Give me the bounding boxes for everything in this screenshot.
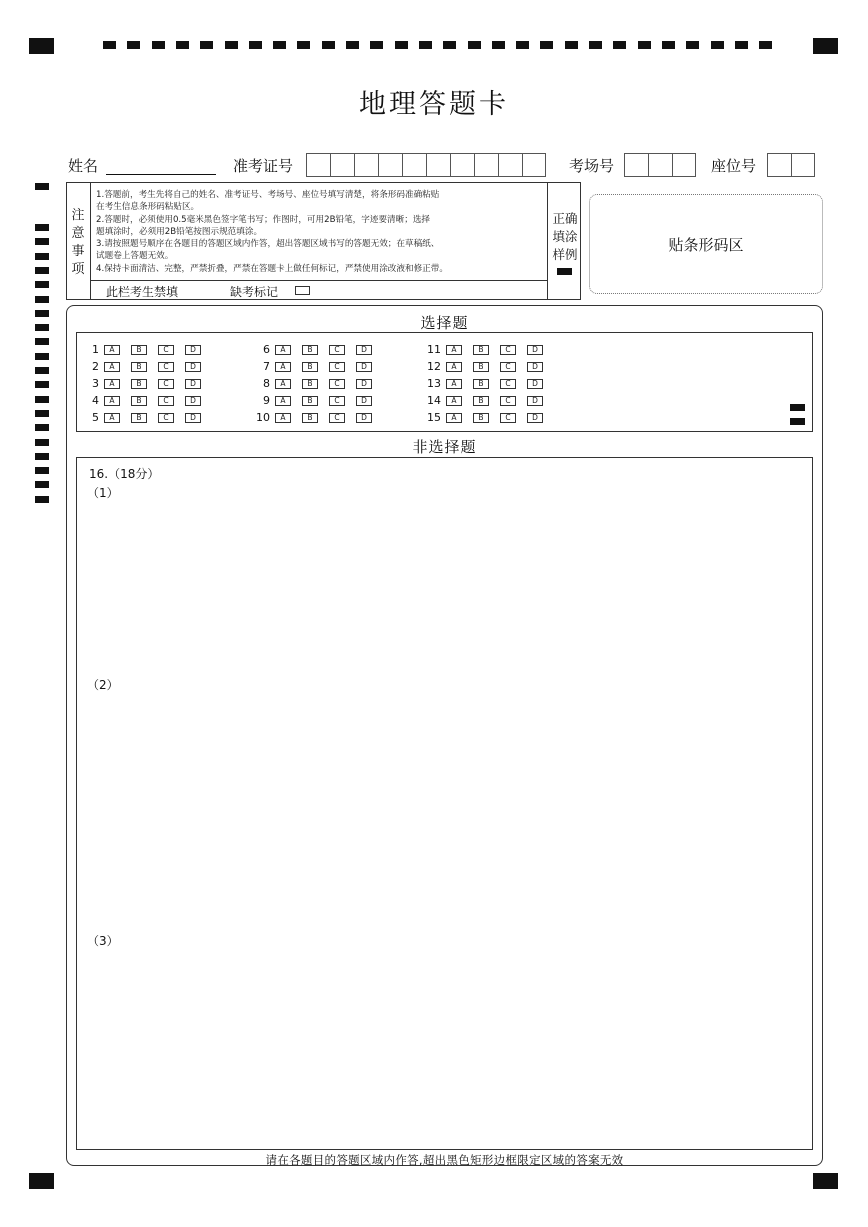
mc-option-bubble[interactable]: B <box>131 379 147 389</box>
mc-option-bubble[interactable]: D <box>185 413 201 423</box>
mc-option-bubble[interactable]: A <box>446 362 462 372</box>
notice-divider-left <box>90 182 91 300</box>
notice-divider-bottom <box>90 280 547 281</box>
timing-mark <box>297 41 310 49</box>
timing-mark <box>540 41 553 49</box>
timing-mark <box>35 410 49 417</box>
mc-timing-mark <box>790 418 805 425</box>
mc-question-number: 7 <box>263 360 270 373</box>
rule-line: 1.答题前，考生先将自己的姓名、准考证号、考场号、座位号填写清楚，将条形码准确粘贴 <box>96 190 440 200</box>
mc-option-bubble[interactable]: D <box>185 362 201 372</box>
mc-timing-mark <box>790 404 805 411</box>
absent-checkbox[interactable] <box>295 286 310 295</box>
mc-question-number: 12 <box>427 360 441 373</box>
rule-line: 3.请按照题号顺序在各题目的答题区域内作答，超出答题区域书写的答题无效；在草稿纸、 <box>96 239 440 250</box>
mc-question-number: 15 <box>427 411 441 424</box>
mc-question-row <box>82 375 212 392</box>
timing-mark <box>492 41 505 49</box>
fill-sample-mark <box>557 268 572 275</box>
mc-option-bubble[interactable]: B <box>473 345 489 355</box>
ticket-number-label: 准考证号 <box>233 157 294 175</box>
rule-line: 在考生信息条形码粘贴区。 <box>96 202 200 213</box>
mc-question-row <box>253 375 383 392</box>
mc-question-row <box>82 341 212 358</box>
corner-mark-bottom-left <box>29 1173 54 1189</box>
mc-question-number: 2 <box>92 360 99 373</box>
timing-mark <box>35 338 49 345</box>
mc-option-bubble[interactable]: C <box>500 362 516 372</box>
timing-mark <box>565 41 578 49</box>
room-number-label: 考场号 <box>569 157 615 175</box>
mc-question-row <box>424 358 554 375</box>
mc-question-row <box>424 392 554 409</box>
timing-mark <box>370 41 383 49</box>
timing-mark <box>35 253 49 260</box>
mc-option-bubble[interactable]: B <box>302 396 318 406</box>
timing-mark <box>35 281 49 288</box>
mc-option-bubble[interactable]: B <box>302 379 318 389</box>
timing-mark <box>322 41 335 49</box>
mc-column <box>82 341 212 426</box>
mc-question-row <box>82 409 212 426</box>
mc-question-number: 9 <box>263 394 270 407</box>
timing-mark <box>35 496 49 503</box>
barcode-area <box>589 194 823 294</box>
timing-mark <box>35 453 49 460</box>
mc-question-number: 8 <box>263 377 270 390</box>
timing-mark <box>249 41 262 49</box>
mc-option-bubble[interactable]: B <box>473 379 489 389</box>
mc-option-bubble[interactable]: D <box>356 396 372 406</box>
timing-mark <box>176 41 189 49</box>
mc-option-bubble[interactable]: D <box>527 379 543 389</box>
mc-option-bubble[interactable]: A <box>275 396 291 406</box>
timing-mark <box>35 224 49 231</box>
mc-option-bubble[interactable]: D <box>356 362 372 372</box>
nonmc-section-title: 非选择题 <box>412 438 477 456</box>
footer-note: 请在各题目的答题区域内作答,超出黑色矩形边框限定区域的答案无效 <box>265 1153 624 1167</box>
mc-option-bubble[interactable]: A <box>275 413 291 423</box>
mc-question-number: 1 <box>92 343 99 356</box>
fill-sample-label: 正确 填涂 样例 <box>552 211 578 262</box>
mc-option-bubble[interactable]: A <box>104 413 120 423</box>
mc-option-bubble[interactable]: C <box>158 413 174 423</box>
timing-mark <box>35 310 49 317</box>
rule-line: 试题卷上答题无效。 <box>96 251 174 262</box>
timing-mark <box>589 41 602 49</box>
timing-mark <box>35 353 49 360</box>
timing-mark <box>35 481 49 488</box>
mc-question-row <box>253 409 383 426</box>
mc-option-bubble[interactable]: D <box>356 379 372 389</box>
mc-column <box>253 341 383 426</box>
mc-option-bubble[interactable]: C <box>500 413 516 423</box>
corner-mark-top-left <box>29 38 54 54</box>
q16-heading: 16.（18分） <box>89 467 160 481</box>
timing-mark <box>735 41 748 49</box>
timing-mark <box>152 41 165 49</box>
q16-answer-box[interactable] <box>76 457 813 1150</box>
page-title: 地理答题卡 <box>359 89 509 120</box>
mc-option-bubble[interactable]: C <box>329 379 345 389</box>
mc-question-row <box>82 392 212 409</box>
mc-option-bubble[interactable]: A <box>275 379 291 389</box>
mc-option-bubble[interactable]: B <box>131 345 147 355</box>
q16-part-3: （3） <box>87 934 119 948</box>
timing-mark <box>35 396 49 403</box>
mc-question-row <box>82 358 212 375</box>
mc-option-bubble[interactable]: D <box>527 413 543 423</box>
timing-mark <box>711 41 724 49</box>
timing-mark <box>35 267 49 274</box>
mc-question-number: 6 <box>263 343 270 356</box>
mc-question-row <box>424 409 554 426</box>
mc-option-bubble[interactable]: D <box>185 396 201 406</box>
timing-mark <box>35 467 49 474</box>
mc-option-bubble[interactable]: A <box>275 345 291 355</box>
timing-mark <box>35 367 49 374</box>
notice-divider-right <box>547 182 548 300</box>
timing-mark <box>395 41 408 49</box>
mc-question-number: 3 <box>92 377 99 390</box>
q16-part-1: （1） <box>87 486 119 500</box>
timing-mark <box>419 41 432 49</box>
mc-option-bubble[interactable]: D <box>527 362 543 372</box>
timing-mark <box>35 439 49 446</box>
timing-mark <box>200 41 213 49</box>
mc-option-bubble[interactable]: A <box>446 413 462 423</box>
mc-option-bubble[interactable]: B <box>131 413 147 423</box>
mc-option-bubble[interactable]: A <box>275 362 291 372</box>
rule-line: 2.答题时，必须使用0.5毫米黑色签字笔书写；作图时，可用2B铅笔，字迹要清晰；选择 <box>96 214 431 225</box>
timing-mark <box>468 41 481 49</box>
timing-mark <box>346 41 359 49</box>
mc-question-row <box>253 392 383 409</box>
forbid-label: 此栏考生禁填 <box>106 285 179 299</box>
mc-question-row <box>424 341 554 358</box>
mc-option-bubble[interactable]: B <box>302 362 318 372</box>
mc-option-bubble[interactable]: C <box>158 345 174 355</box>
mc-option-bubble[interactable]: D <box>185 379 201 389</box>
mc-option-bubble[interactable]: C <box>329 345 345 355</box>
mc-question-number: 5 <box>92 411 99 424</box>
timing-mark <box>35 183 49 190</box>
mc-question-row <box>253 358 383 375</box>
mc-option-bubble[interactable]: D <box>527 345 543 355</box>
mc-column <box>424 341 554 426</box>
mc-question-number: 10 <box>256 411 270 424</box>
room-number-boxes[interactable] <box>624 153 696 177</box>
mc-option-bubble[interactable]: C <box>329 396 345 406</box>
seat-number-boxes[interactable] <box>767 153 815 177</box>
name-label: 姓名 <box>68 157 99 175</box>
mc-option-bubble[interactable]: C <box>500 396 516 406</box>
mc-option-bubble[interactable]: B <box>131 362 147 372</box>
seat-number-label: 座位号 <box>711 157 757 175</box>
mc-option-bubble[interactable]: D <box>356 345 372 355</box>
timing-mark <box>516 41 529 49</box>
mc-option-bubble[interactable]: C <box>500 345 516 355</box>
mc-option-bubble[interactable]: A <box>104 362 120 372</box>
mc-option-bubble[interactable]: A <box>104 345 120 355</box>
mc-option-bubble[interactable]: C <box>158 362 174 372</box>
timing-mark <box>35 424 49 431</box>
mc-option-bubble[interactable]: B <box>473 413 489 423</box>
timing-mark <box>127 41 140 49</box>
mc-option-bubble[interactable]: B <box>473 396 489 406</box>
timing-mark <box>225 41 238 49</box>
timing-mark <box>613 41 626 49</box>
mc-option-bubble[interactable]: C <box>158 396 174 406</box>
corner-mark-bottom-right <box>813 1173 838 1189</box>
mc-question-row <box>424 375 554 392</box>
mc-option-bubble[interactable]: A <box>446 345 462 355</box>
timing-mark <box>103 41 116 49</box>
mc-option-bubble[interactable]: A <box>446 379 462 389</box>
mc-question-number: 11 <box>427 343 441 356</box>
mc-section-title: 选择题 <box>420 314 469 332</box>
mc-option-bubble[interactable]: C <box>329 362 345 372</box>
rule-line: 题填涂时，必须用2B铅笔按图示规范填涂。 <box>96 226 263 237</box>
timing-mark <box>759 41 772 49</box>
mc-question-number: 14 <box>427 394 441 407</box>
timing-mark <box>35 238 49 245</box>
rule-line: 4.保持卡面清洁、完整，严禁折叠，严禁在答题卡上做任何标记，严禁使用涂改液和修正带。 <box>96 263 448 274</box>
timing-mark <box>686 41 699 49</box>
mc-option-bubble[interactable]: B <box>473 362 489 372</box>
mc-question-number: 4 <box>92 394 99 407</box>
mc-option-bubble[interactable]: A <box>446 396 462 406</box>
mc-option-bubble[interactable]: A <box>104 379 120 389</box>
name-field[interactable] <box>106 173 216 175</box>
mc-option-bubble[interactable]: A <box>104 396 120 406</box>
q16-part-2: （2） <box>87 678 119 692</box>
mc-option-bubble[interactable]: B <box>131 396 147 406</box>
corner-mark-top-right <box>813 38 838 54</box>
timing-mark <box>273 41 286 49</box>
absent-label: 缺考标记 <box>230 285 279 299</box>
mc-option-bubble[interactable]: B <box>302 413 318 423</box>
timing-mark <box>35 381 49 388</box>
mc-question-row <box>253 341 383 358</box>
ticket-number-boxes[interactable] <box>306 153 546 177</box>
mc-option-bubble[interactable]: C <box>329 413 345 423</box>
mc-option-bubble[interactable]: D <box>356 413 372 423</box>
timing-mark <box>638 41 651 49</box>
barcode-label: 贴条形码区 <box>668 235 744 254</box>
mc-option-bubble[interactable]: B <box>302 345 318 355</box>
timing-mark <box>35 296 49 303</box>
mc-option-bubble[interactable]: D <box>527 396 543 406</box>
notice-rules <box>96 189 448 275</box>
mc-option-bubble[interactable]: C <box>500 379 516 389</box>
timing-mark <box>443 41 456 49</box>
notice-heading: 注 意 事 项 <box>71 208 85 277</box>
mc-option-bubble[interactable]: D <box>185 345 201 355</box>
mc-question-number: 13 <box>427 377 441 390</box>
timing-mark <box>35 324 49 331</box>
mc-option-bubble[interactable]: C <box>158 379 174 389</box>
timing-mark <box>662 41 675 49</box>
